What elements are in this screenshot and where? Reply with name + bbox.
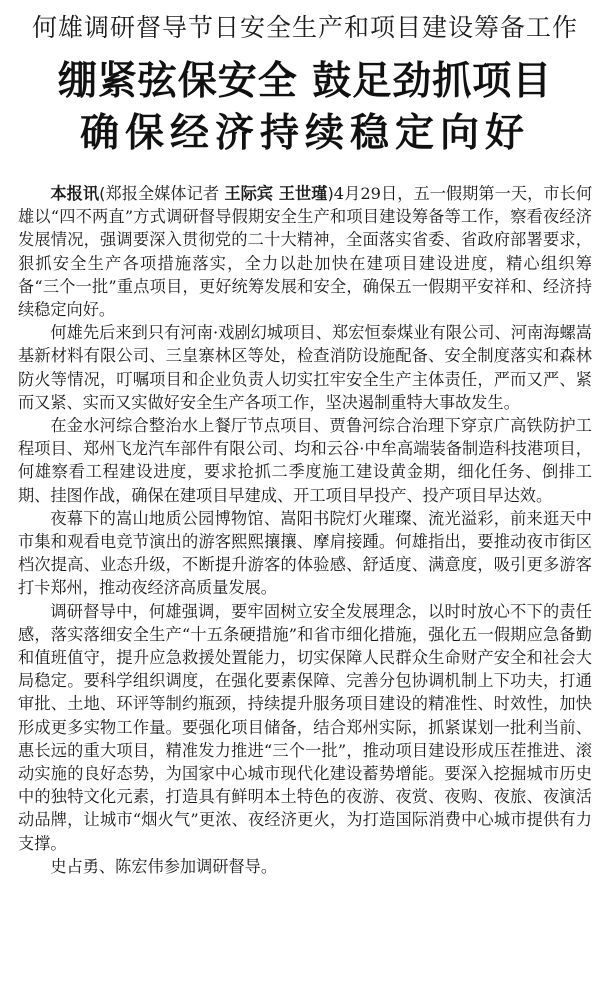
article-paragraph-attendees: 史占勇、陈宏伟参加调研督导。 bbox=[50, 856, 278, 876]
article-paragraph-project-progress: 在金水河综合整治水上餐厅节点项目、贾鲁河综合治理下穿京广高铁防护工程项目、郑州飞龙汽车部件有限公司、均和云谷·中牟高端装备制造科技港项目，何雄察看工程建设进度，要求抢抓二季度施工建设黄金期，细化任务、倒排工期、挂图作战，确保在建项目早建成、开工项目早投产、投产项目早达效。 bbox=[18, 416, 592, 505]
news-article bbox=[0, 10, 606, 992]
article-paragraph-inspection-sites: 何雄先后来到只有河南·戏剧幻城项目、郑宏恒泰煤业有限公司、河南海螺嵩基新材料有限公司、三皇寨林区等处，检查消防设施配备、安全制度落实和森林防火等情况，叮嘱项目和企业负责人切实扛牢安全生产主体责任，严而又严、紧而又紧、实而又实做好安全生产各项工作，坚决遏制重特大事故发生。 bbox=[18, 323, 592, 412]
byline bbox=[99, 184, 334, 203]
byline-reporter-names: 王际宾 王世瑾 bbox=[224, 184, 328, 203]
byline-suffix: ) bbox=[327, 184, 334, 203]
lead-paragraph-text: 4月29日，五一假期第一天，市长何雄以“四不两直”方式调研督导假期安全生产和项目建设筹备等工作，察看夜经济发展情况，强调要深入贯彻党的二十大精神，全面落实省委、省政府部署要求，狠抓安全生产各项措施落实，全力以赴加快在建项目建设进度，精心组织筹备“三个一批”重点项目，更好统筹发展和安全，确保五一假期平安祥和、经济持续稳定向好。 bbox=[18, 184, 593, 320]
byline-prefix: (郑报全媒体记者 bbox=[99, 184, 225, 203]
article-headline-line1: 绷紧弦保安全 鼓足劲抓项目 bbox=[57, 59, 553, 104]
article-paragraph-lead bbox=[18, 182, 592, 321]
article-body bbox=[18, 182, 592, 878]
article-headline-line2: 确保经济持续稳定向好 bbox=[79, 111, 530, 156]
article-subtitle: 何雄调研督导节日安全生产和项目建设筹备工作 bbox=[31, 13, 578, 42]
article-paragraph-requirements: 调研督导中，何雄强调，要牢固树立安全发展理念，以时时放心不下的责任感，落实落细安全生产“十五条硬措施”和省市细化措施，强化五一假期应急备勤和值班值守，提升应急救援处置能力，切实保障人民群众生命财产安全和社会大局稳定。要科学组织调度，在强化要素保障、完善分包协调机制上下功夫，打通审批、土地、环评等制约瓶颈，持续提升服务项目建设的精准性、时效性，加快形成更多实物工作量。要强化项目储备，结合郑州实际，抓紧谋划一批利当前、惠长远的重大项目，精准发力推进“三个一批”，推动项目建设形成压茬推进、滚动实施的良好态势，为国家中心城市现代化建设蓄势增能。要深入挖掘城市历史中的独特文化元素，打造具有鲜明本土特色的夜游、夜赏、夜购、夜旅、夜演活动品牌，让城市“烟火气”更浓、夜经济更火，为打造国际消费中心城市提供有力支撑。 bbox=[18, 601, 592, 853]
lead-tag: 本报讯 bbox=[50, 184, 100, 203]
article-paragraph-night-economy: 夜幕下的嵩山地质公园博物馆、嵩阳书院灯火璀璨、流光溢彩，前来逛天中市集和观看电竞节演出的游客熙熙攘攘、摩肩接踵。何雄指出，要推动夜市街区档次提高、业态升级，不断提升游客的体验感、舒适度、满意度，吸引更多游客打卡郑州，推动夜经济高质量发展。 bbox=[18, 508, 592, 598]
